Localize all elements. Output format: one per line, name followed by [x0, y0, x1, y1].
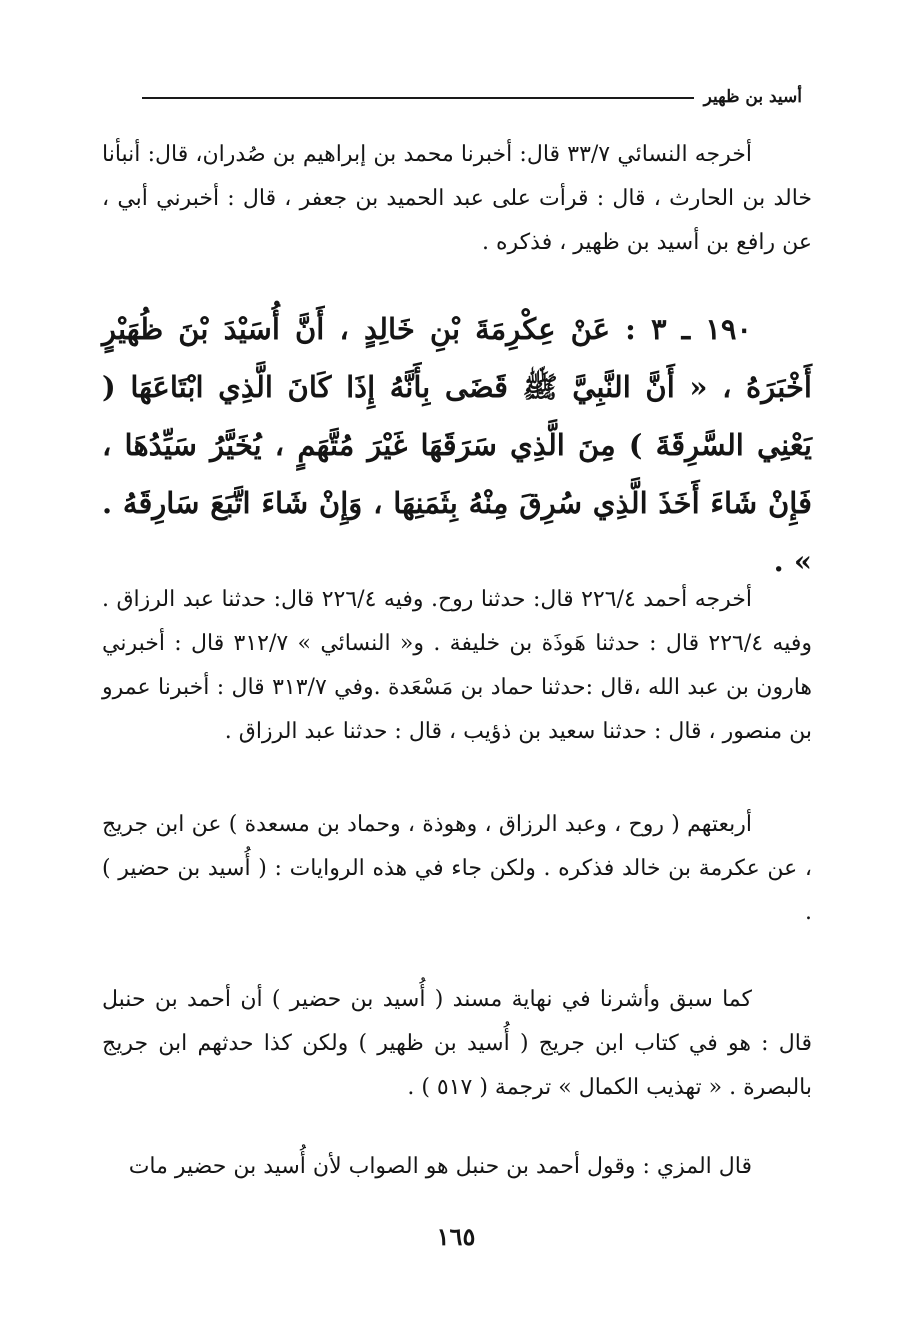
paragraph-sources-ahmad: أخرجه أحمد ٢٢٦/٤ قال: حدثنا روح. وفيه ٢٢٦/٤ قال: حدثنا عبد الرزاق . وفيه ٢٢٦/٤ قال : حدثنا هَوذَة بن خليفة . و« النسائي » ٣١٢/٧ قال : أخبرني هارون بن عبد الله ،قال :حدثنا حماد بن مَسْعَدة .وفي ٣١٣/٧ قال : أخبرنا عمرو بن منصور ، قال : حدثنا سعيد بن ذؤيب ، قال : حدثنا عبد الرزاق . — [102, 587, 813, 744]
paragraph-four-narrators: أربعتهم ( روح ، وعبد الرزاق ، وهوذة ، وحماد بن مسعدة ) عن ابن جريج ، عن عكرمة بن خالد فذكره . ولكن جاء في هذه الروايات : ( أُسيد بن حضير ) . — [102, 812, 812, 925]
running-header — [142, 82, 802, 112]
paragraph-source-nasai: أخرجه النسائي ٣٣/٧ قال: أخبرنا محمد بن إبراهيم بن صُدران، قال: أنبأنا خالد بن الحارث ، قال : قرأت على عبد الحميد بن جعفر ، قال : أخبرني أبي ، عن رافع بن أسيد بن ظهير ، فذكره . — [102, 142, 812, 255]
paragraph-ahmad-note: كما سبق وأشرنا في نهاية مسند ( أُسيد بن حضير ) أن أحمد بن حنبل قال : هو في كتاب ابن جريج ( أُسيد بن ظهير ) ولكن كذا حدثهم ابن جريج بالبصرة . « تهذيب الكمال » ترجمة ( ٥١٧ ) . — [102, 987, 812, 1100]
paragraph-mizzi-note: قال المزي : وقول أحمد بن حنبل هو الصواب لأن أُسيد بن حضير مات — [128, 1154, 752, 1179]
running-title: أسيد بن ظهير — [703, 87, 802, 107]
hadith-text: ١٩٠ ـ ٣ : عَنْ عِكْرِمَةَ بْنِ خَالِدٍ ، أَنَّ أُسَيْدَ بْنَ ظُهَيْرٍ أَخْبَرَهُ ، « أَنَّ النَّبِيَّ ﷺ قَضَى بِأَنَّهُ إِذَا كَانَ الَّذِي ابْتَاعَهَا ( يَعْنِي السَّرِقَةَ ) مِنَ الَّذِي سَرَقَهَا غَيْرَ مُتَّهَمٍ ، يُخَيَّرُ سَيِّدُهَا ، فَإِنْ شَاءَ أَخَذَ الَّذِي سُرِقَ مِنْهُ بِثَمَنِهَا ، وَإِنْ شَاءَ اتَّبَعَ سَارِقَهُ . » . — [102, 312, 812, 578]
header-rule — [142, 97, 694, 99]
page-number: ١٦٥ — [436, 1222, 476, 1251]
